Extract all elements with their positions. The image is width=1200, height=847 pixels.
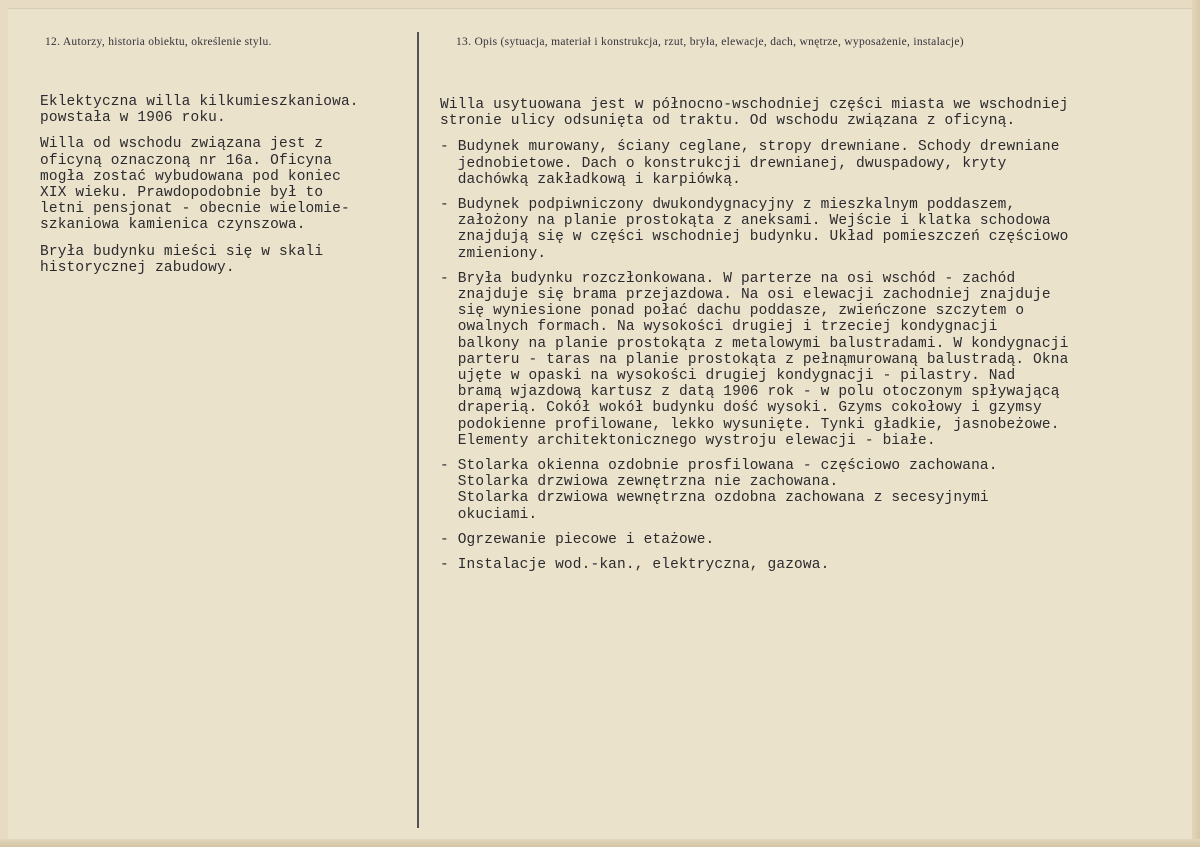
description-item-heating: - Ogrzewanie piecowe i etażowe. xyxy=(440,531,715,548)
section-12-header: 12. Autorzy, historia obiektu, określenie stylu. xyxy=(45,36,272,48)
page-edge-right xyxy=(1192,0,1200,847)
description-item-joinery: - Stolarka okienna ozdobnie prosfilowana - częściowo zachowana. Stolarka drzwiowa zewnętrzna nie zachowana. Stolarka drzwiowa wewnętrzna ozdobna zachowana z secesyjnymi okuciami. xyxy=(440,458,998,523)
history-paragraph-3: Bryła budynku mieści się w skali historycznej zabudowy. xyxy=(40,243,324,276)
description-column xyxy=(440,97,1180,582)
section-13-header: 13. Opis (sytuacja, materiał i konstrukcja, rzut, bryła, elewacje, dach, wnętrze, wyposażenie, instalacje) xyxy=(456,36,964,48)
description-item-installations: - Instalacje wod.-kan., elektryczna, gazowa. xyxy=(440,557,830,574)
history-column xyxy=(40,94,410,286)
history-paragraph-1: Eklektyczna willa kilkumieszkaniowa. powstała w 1906 roku. xyxy=(40,94,359,127)
description-item-construction: - Budynek murowany, ściany ceglane, stropy drewniane. Schody drewniane jednobietowe. Dach o konstrukcji drewnianej, dwuspadowy, kryty dachówką zakładkową i karpiówką. xyxy=(440,139,1060,188)
description-item-layout: - Budynek podpiwniczony dwukondygnacyjny z mieszkalnym poddaszem, założony na planie prostokąta z aneksami. Wejście i klatka schodowa znajdują się w części wschodniej budynku. Układ pomieszczeń częściowo zmieniony. xyxy=(440,197,1069,262)
page-edge-bottom xyxy=(0,839,1200,847)
column-divider xyxy=(417,32,419,828)
history-paragraph-2: Willa od wschodu związana jest z oficyną oznaczoną nr 16a. Oficyna mogła zostać wybudowana pod koniec XIX wieku. Prawdopodobnie był to letni pensjonat - obecnie wielomie- szkaniowa kamienica czynszowa. xyxy=(40,136,350,234)
description-item-massing: - Bryła budynku rozczłonkowana. W parterze na osi wschód - zachód znajduje się brama przejazdowa. Na osi elewacji zachodniej znajduje się wyniesione ponad połać dachu poddasze, zwieńczone szczytem o owalnych formach. Na wysokości drugiej i trzeciej kondygnacji balkony na planie prostokąta z metalowymi balustradami. W kondygnacji parteru - taras na planie prostokąta z pełnąmurowaną balustradą. Okna ujęte w opaski na wysokości drugiej kondygnacji - pilastry. Nad bramą wjazdową kartusz z datą 1906 rok - w polu otoczonym spływającą draperią. Cokół wokół budynku dość wysoki. Gzyms cokołowy i gzymsy podokienne profilowane, lekko wysunięte. Tynki gładkie, jasnobeżowe. Elementy architektonicznego wystroju elewacji - białe. xyxy=(440,270,1069,449)
description-intro: Willa usytuowana jest w północno-wschodniej części miasta we wschodniej stronie ulicy odsunięta od traktu. Od wschodu związana z oficyną. xyxy=(440,97,1069,130)
